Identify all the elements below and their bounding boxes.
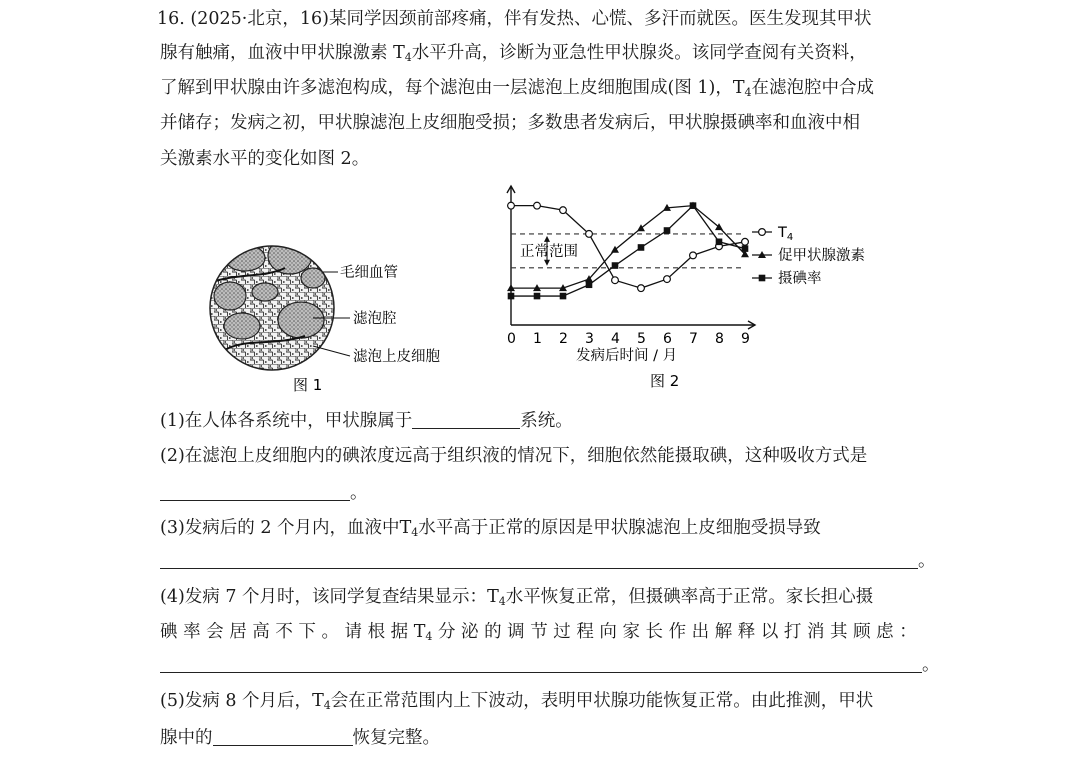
q4-line2-b: 分 泌 的 调 节 过 程 向 家 长 作 出 解 释 以 打 消 其 顾 虑 ： bbox=[437, 622, 917, 642]
normal-range-arrow-bottom bbox=[544, 260, 550, 266]
x-tick-label: 0 bbox=[507, 331, 516, 347]
q4-end: 。 bbox=[922, 655, 940, 675]
data-point-t4 bbox=[664, 276, 671, 283]
legend-marker-iodine bbox=[759, 275, 766, 282]
data-point-t4 bbox=[612, 277, 619, 284]
data-point-iodine bbox=[716, 239, 723, 246]
question-number: 16. bbox=[157, 9, 185, 29]
sub-question-4-line-3 bbox=[160, 654, 940, 676]
hormone-chart bbox=[490, 180, 890, 395]
x-tick-label: 8 bbox=[715, 331, 724, 347]
x-tick-label: 3 bbox=[585, 331, 594, 347]
data-point-iodine bbox=[664, 227, 671, 234]
data-point-iodine bbox=[742, 245, 749, 252]
chart-legend bbox=[752, 225, 865, 287]
t4-symbol: $T_4$ bbox=[413, 622, 433, 643]
intro-text-3: 水平升高，诊断为亚急性甲状腺炎。该同学查阅有关资料， bbox=[411, 43, 867, 63]
intro-text-5: 在滤泡腔中合成 bbox=[751, 78, 875, 98]
x-tick-label: 9 bbox=[741, 331, 750, 347]
q4-text: (4)发病 7 个月时，该同学复查结果显示： bbox=[160, 587, 488, 607]
q1-text: (1)在人体各系统中，甲状腺属于 bbox=[160, 411, 413, 431]
data-point-iodine bbox=[586, 281, 593, 288]
label-epithelial-cell: 滤泡上皮细胞 bbox=[353, 349, 440, 365]
data-point-t4 bbox=[690, 252, 697, 259]
q2-end: 。 bbox=[350, 483, 368, 503]
intro-text-2: 腺有触痛，血液中甲状腺激素 bbox=[160, 43, 388, 63]
data-point-iodine bbox=[690, 202, 697, 209]
sub-question-2: (2)在滤泡上皮细胞内的碘浓度远高于组织液的情况下，细胞依然能摄取碘，这种吸收方式是 bbox=[160, 446, 868, 466]
figure-2 bbox=[490, 180, 890, 395]
x-tick-label: 4 bbox=[611, 331, 620, 347]
answer-blank-4[interactable] bbox=[160, 656, 922, 673]
q5-line2-b: 恢复完整。 bbox=[352, 728, 440, 748]
label-follicle-lumen: 滤泡腔 bbox=[353, 311, 397, 327]
figure-1-caption: 图 1 bbox=[293, 376, 323, 394]
q5-text-2: 会在正常范围内上下波动，表明甲状腺功能恢复正常。由此推测，甲状 bbox=[330, 691, 874, 711]
answer-blank-5[interactable] bbox=[213, 729, 353, 746]
data-point-iodine bbox=[638, 244, 645, 251]
data-point-iodine bbox=[508, 293, 515, 300]
legend-label: 摄碘率 bbox=[778, 271, 822, 287]
data-point-iodine bbox=[534, 293, 541, 300]
q3-text-2: 水平高于正常的原因是甲状腺滤泡上皮细胞受损导致 bbox=[418, 518, 821, 538]
sub-question-5 bbox=[160, 690, 930, 717]
answer-blank-3[interactable] bbox=[160, 552, 918, 569]
follicle-illustration bbox=[205, 228, 475, 398]
q4-line2-a: 碘 率 会 居 高 不 下 。 请 根 据 bbox=[160, 622, 409, 642]
data-point-t4 bbox=[508, 202, 515, 209]
figure-1 bbox=[205, 228, 475, 398]
normal-range-label: 正常范围 bbox=[520, 243, 578, 260]
figure-2-caption: 图 2 bbox=[650, 372, 680, 390]
normal-range-arrow-top bbox=[544, 236, 550, 242]
data-point-t4 bbox=[742, 238, 749, 245]
q3-end: 。 bbox=[918, 551, 936, 571]
sub-question-4 bbox=[160, 586, 930, 613]
sub-question-1 bbox=[160, 410, 930, 432]
intro-text-1: 某同学因颈前部疼痛，伴有发热、心慌、多汗而就医。医生发现其甲状 bbox=[328, 9, 872, 29]
t4-symbol: $T_4$ bbox=[312, 691, 331, 712]
sub-question-2-line-2 bbox=[160, 482, 930, 504]
chart-ticks bbox=[507, 331, 750, 347]
sub-question-3 bbox=[160, 517, 930, 544]
data-point-t4 bbox=[638, 285, 645, 292]
legend-marker-t4 bbox=[759, 229, 766, 236]
t4-symbol: $T_4$ bbox=[393, 43, 412, 64]
t4-symbol: $T_4$ bbox=[399, 518, 419, 539]
x-tick-label: 2 bbox=[559, 331, 568, 347]
sub-question-5-line-2 bbox=[160, 727, 930, 749]
x-tick-label: 6 bbox=[663, 331, 672, 347]
q4-text-2: 水平恢复正常，但摄碘率高于正常。家长担心摄 bbox=[505, 587, 874, 607]
t4-symbol: $T_4$ bbox=[732, 78, 752, 99]
t4-symbol: $T_4$ bbox=[487, 587, 506, 608]
q5-line2-a: 腺中的 bbox=[160, 728, 213, 748]
data-point-t4 bbox=[534, 202, 541, 209]
sub-question-3-line-2 bbox=[160, 550, 936, 572]
data-point-t4 bbox=[586, 231, 593, 238]
x-tick-label: 1 bbox=[533, 331, 542, 347]
answer-blank-1[interactable] bbox=[412, 412, 520, 429]
data-point-iodine bbox=[612, 262, 619, 269]
sub-question-4-line-2 bbox=[160, 621, 930, 648]
q1-text-end: 系统。 bbox=[520, 411, 573, 431]
question-source: (2025·北京，16) bbox=[190, 9, 329, 29]
data-point-t4 bbox=[560, 207, 567, 214]
q3-text: (3)发病后的 2 个月内，血液中 bbox=[160, 518, 400, 538]
x-tick-label: 5 bbox=[637, 331, 646, 347]
question-line-3 bbox=[160, 77, 930, 104]
x-tick-label: 7 bbox=[689, 331, 698, 347]
question-line-2 bbox=[160, 42, 930, 69]
answer-blank-2[interactable] bbox=[160, 484, 350, 501]
x-axis-label: 发病后时间 / 月 bbox=[576, 348, 678, 364]
q5-text: (5)发病 8 个月后， bbox=[160, 691, 313, 711]
question-line-4: 并储存；发病之初，甲状腺滤泡上皮细胞受损；多数患者发病后，甲状腺摄碘率和血液中相 bbox=[160, 113, 860, 133]
data-point-iodine bbox=[560, 293, 567, 300]
intro-text-4: 了解到甲状腺由许多滤泡构成，每个滤泡由一层滤泡上皮细胞围成(图 1)， bbox=[160, 78, 733, 98]
label-capillary: 毛细血管 bbox=[340, 265, 398, 281]
question-line-1 bbox=[157, 8, 937, 30]
legend-label: 促甲状腺激素 bbox=[778, 248, 865, 264]
question-line-5: 关激素水平的变化如图 2。 bbox=[160, 149, 370, 169]
legend-label: $T_4$ bbox=[778, 225, 794, 243]
